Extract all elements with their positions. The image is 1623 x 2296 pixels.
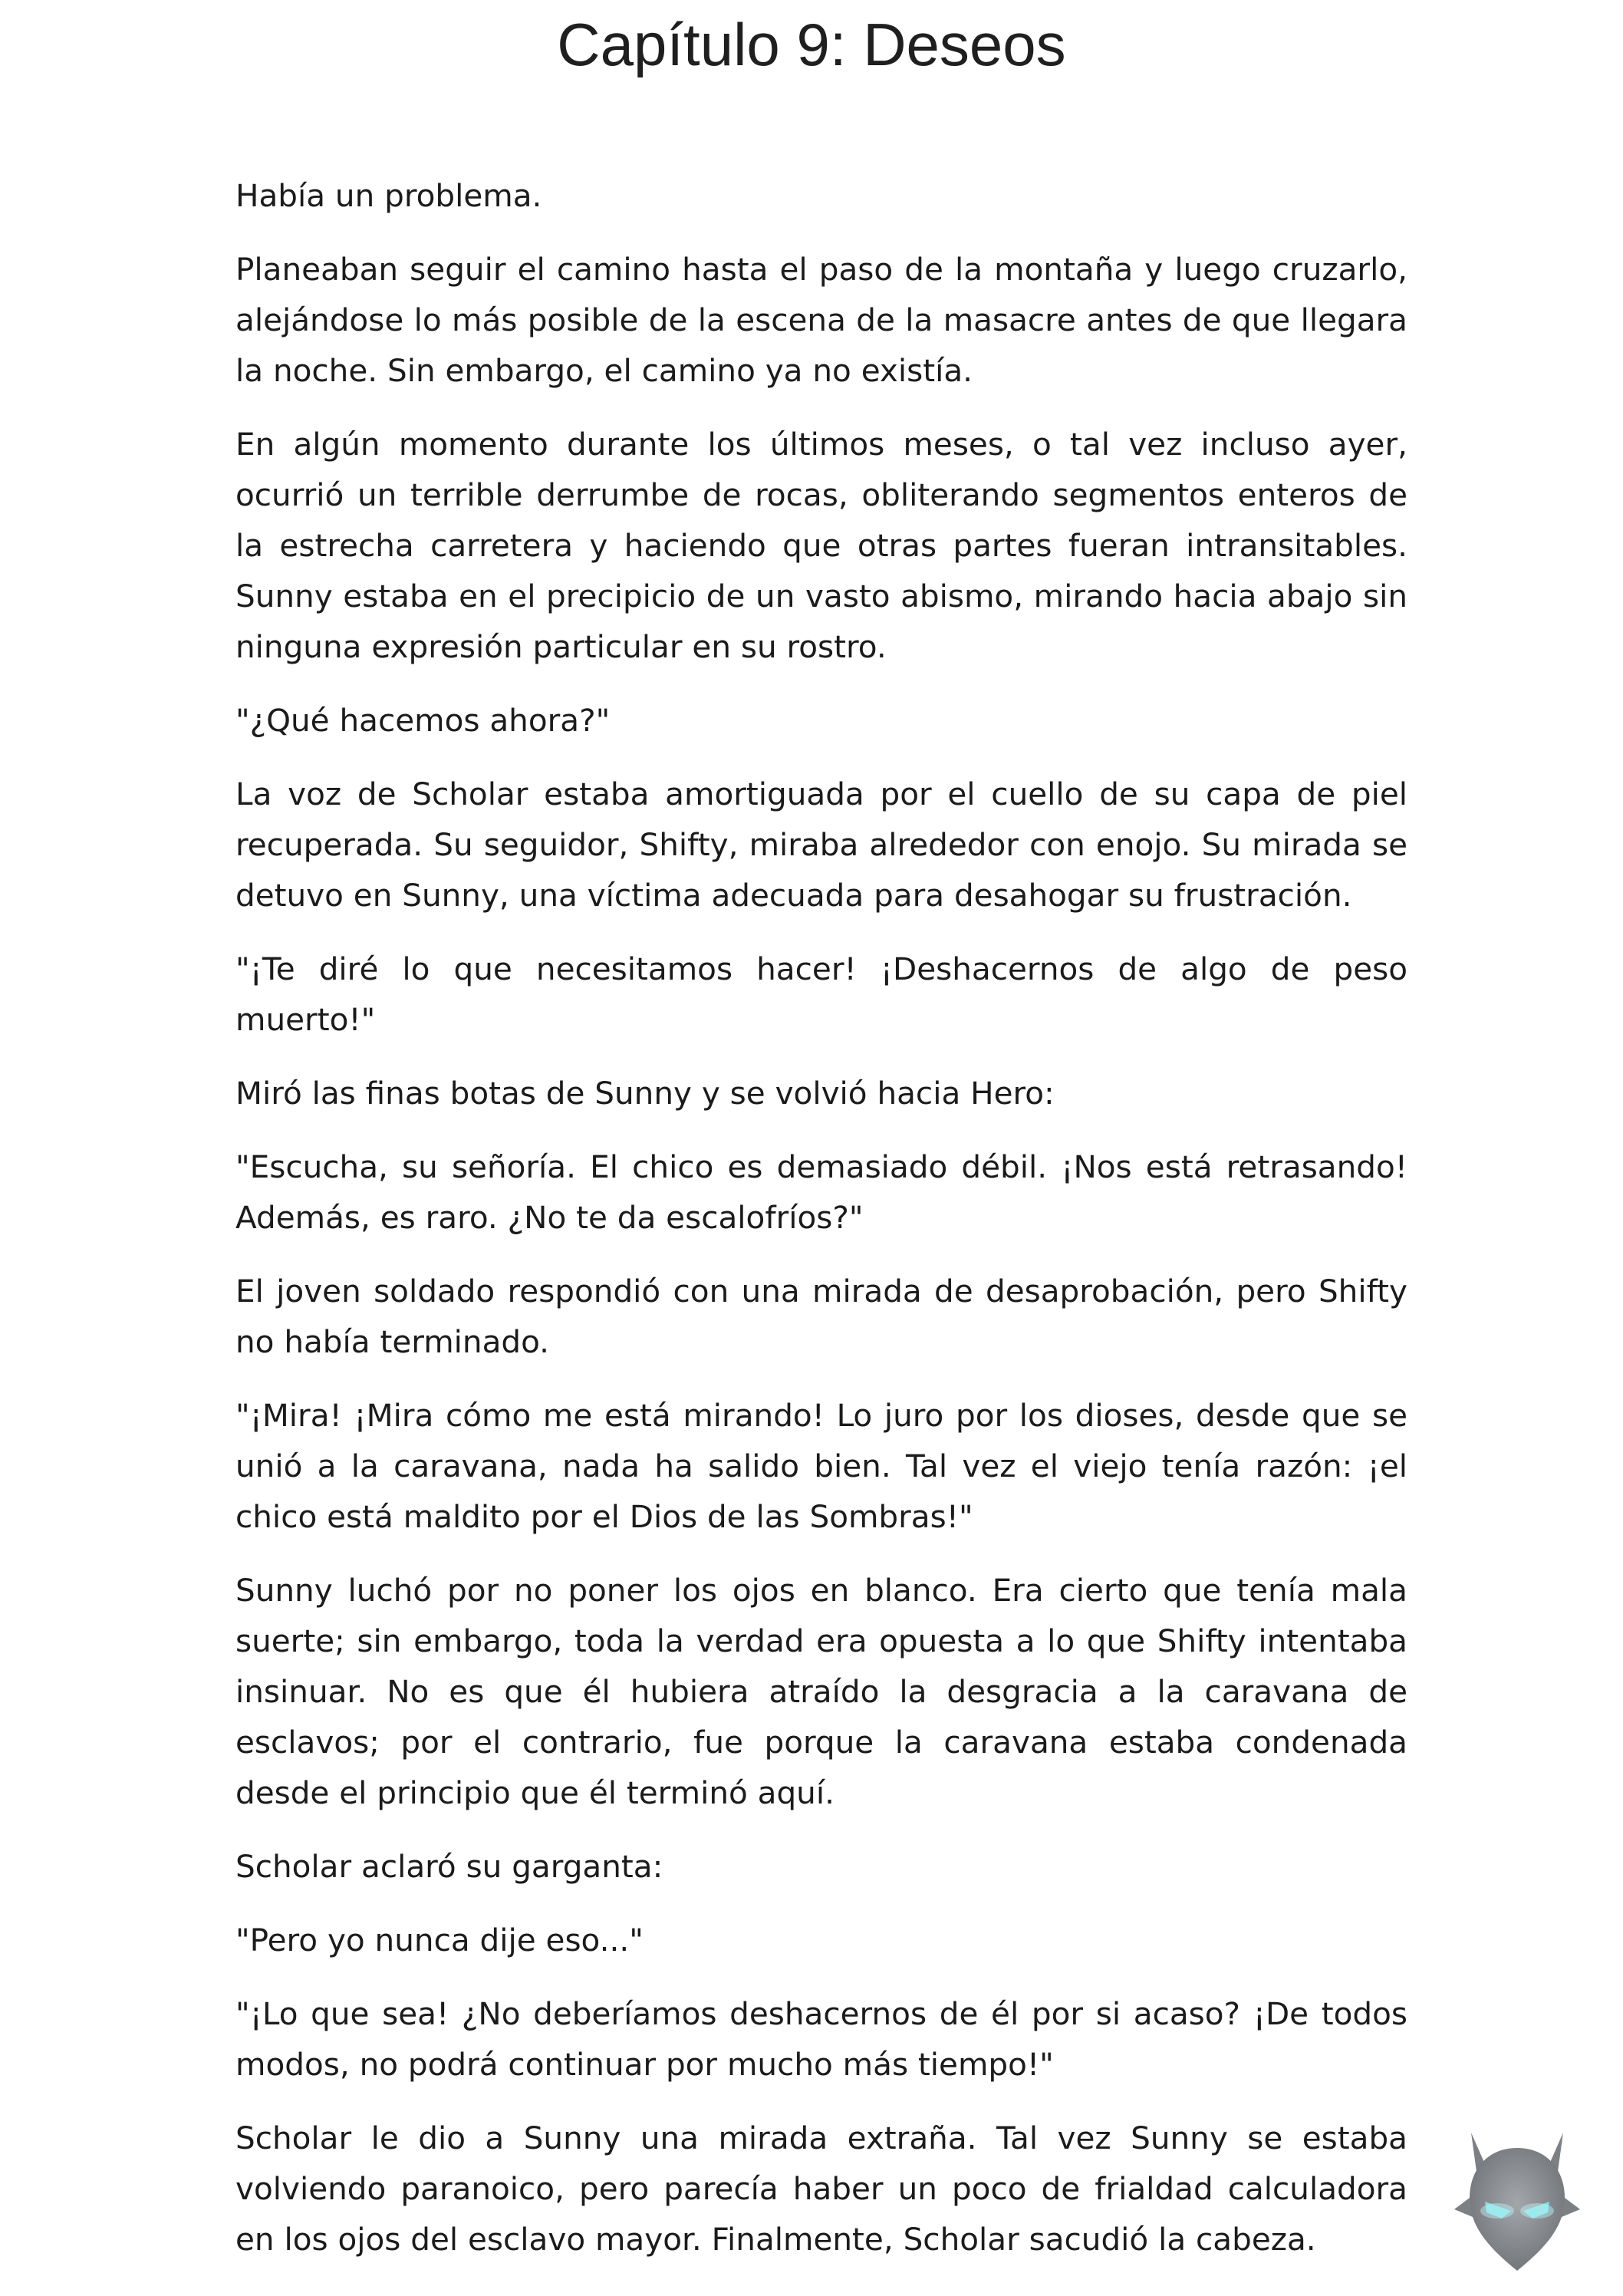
paragraph: "Escucha, su señoría. El chico es demasiado débil. ¡Nos está retrasando! Además, es raro. ¿No te da escalofríos?" — [235, 1148, 1407, 1236]
paragraph: Había un problema. — [235, 177, 542, 214]
paragraph: Miró las finas botas de Sunny y se volvió hacia Hero: — [235, 1075, 1055, 1112]
paragraph: Scholar le dio a Sunny una mirada extraña. Tal vez Sunny se estaba volviendo paranoico, pero parecía haber un poco de frialdad calculadora en los ojos del esclavo mayor. Finalmente, Scholar sacudió la cabeza. — [235, 2120, 1407, 2258]
chapter-title: Capítulo 9: Deseos — [557, 11, 1066, 78]
paragraph: "¡Te diré lo que necesitamos hacer! ¡Deshacernos de algo de peso muerto!" — [235, 950, 1407, 1038]
paragraph: En algún momento durante los últimos meses, o tal vez incluso ayer, ocurrió un terrible derrumbe de rocas, obliterando segmentos enteros de la estrecha carretera y haciendo que otras partes fueran intransitables. Sunny estaba en el precipicio de un vasto abismo, mirando hacia abajo sin ninguna expresión particular en su rostro. — [235, 426, 1407, 665]
chapter-body — [235, 170, 1407, 2288]
paragraph: El joven soldado respondió con una mirada de desaprobación, pero Shifty no había terminado. — [235, 1273, 1407, 1360]
paragraph: "¿Qué hacemos ahora?" — [235, 702, 611, 739]
demon-head-icon — [1440, 2117, 1594, 2278]
paragraph: Scholar aclaró su garganta: — [235, 1848, 663, 1885]
paragraph: Sunny luchó por no poner los ojos en blanco. Era cierto que tenía mala suerte; sin embargo, toda la verdad era opuesta a lo que Shifty intentaba insinuar. No es que él hubiera atraído la desgracia a la caravana de esclavos; por el contrario, fue porque la caravana estaba condenada desde el principio que él terminó aquí. — [235, 1572, 1407, 1811]
paragraph: "Pero yo nunca dije eso..." — [235, 1922, 644, 1958]
paragraph: Planeaban seguir el camino hasta el paso de la montaña y luego cruzarlo, alejándose lo más posible de la escena de la masacre antes de que llegara la noche. Sin embargo, el camino ya no existía. — [235, 251, 1407, 389]
paragraph: "¡Mira! ¡Mira cómo me está mirando! Lo juro por los dioses, desde que se unió a la caravana, nada ha salido bien. Tal vez el viejo tenía razón: ¡el chico está maldito por el Dios de las Sombras!" — [235, 1397, 1407, 1535]
paragraph: "¡Lo que sea! ¿No deberíamos deshacernos de él por si acaso? ¡De todos modos, no podrá continuar por mucho más tiempo!" — [235, 1995, 1407, 2083]
paragraph: La voz de Scholar estaba amortiguada por el cuello de su capa de piel recuperada. Su seguidor, Shifty, miraba alrededor con enojo. Su mirada se detuvo en Sunny, una víctima adecuada para desahogar su frustración. — [235, 776, 1407, 914]
